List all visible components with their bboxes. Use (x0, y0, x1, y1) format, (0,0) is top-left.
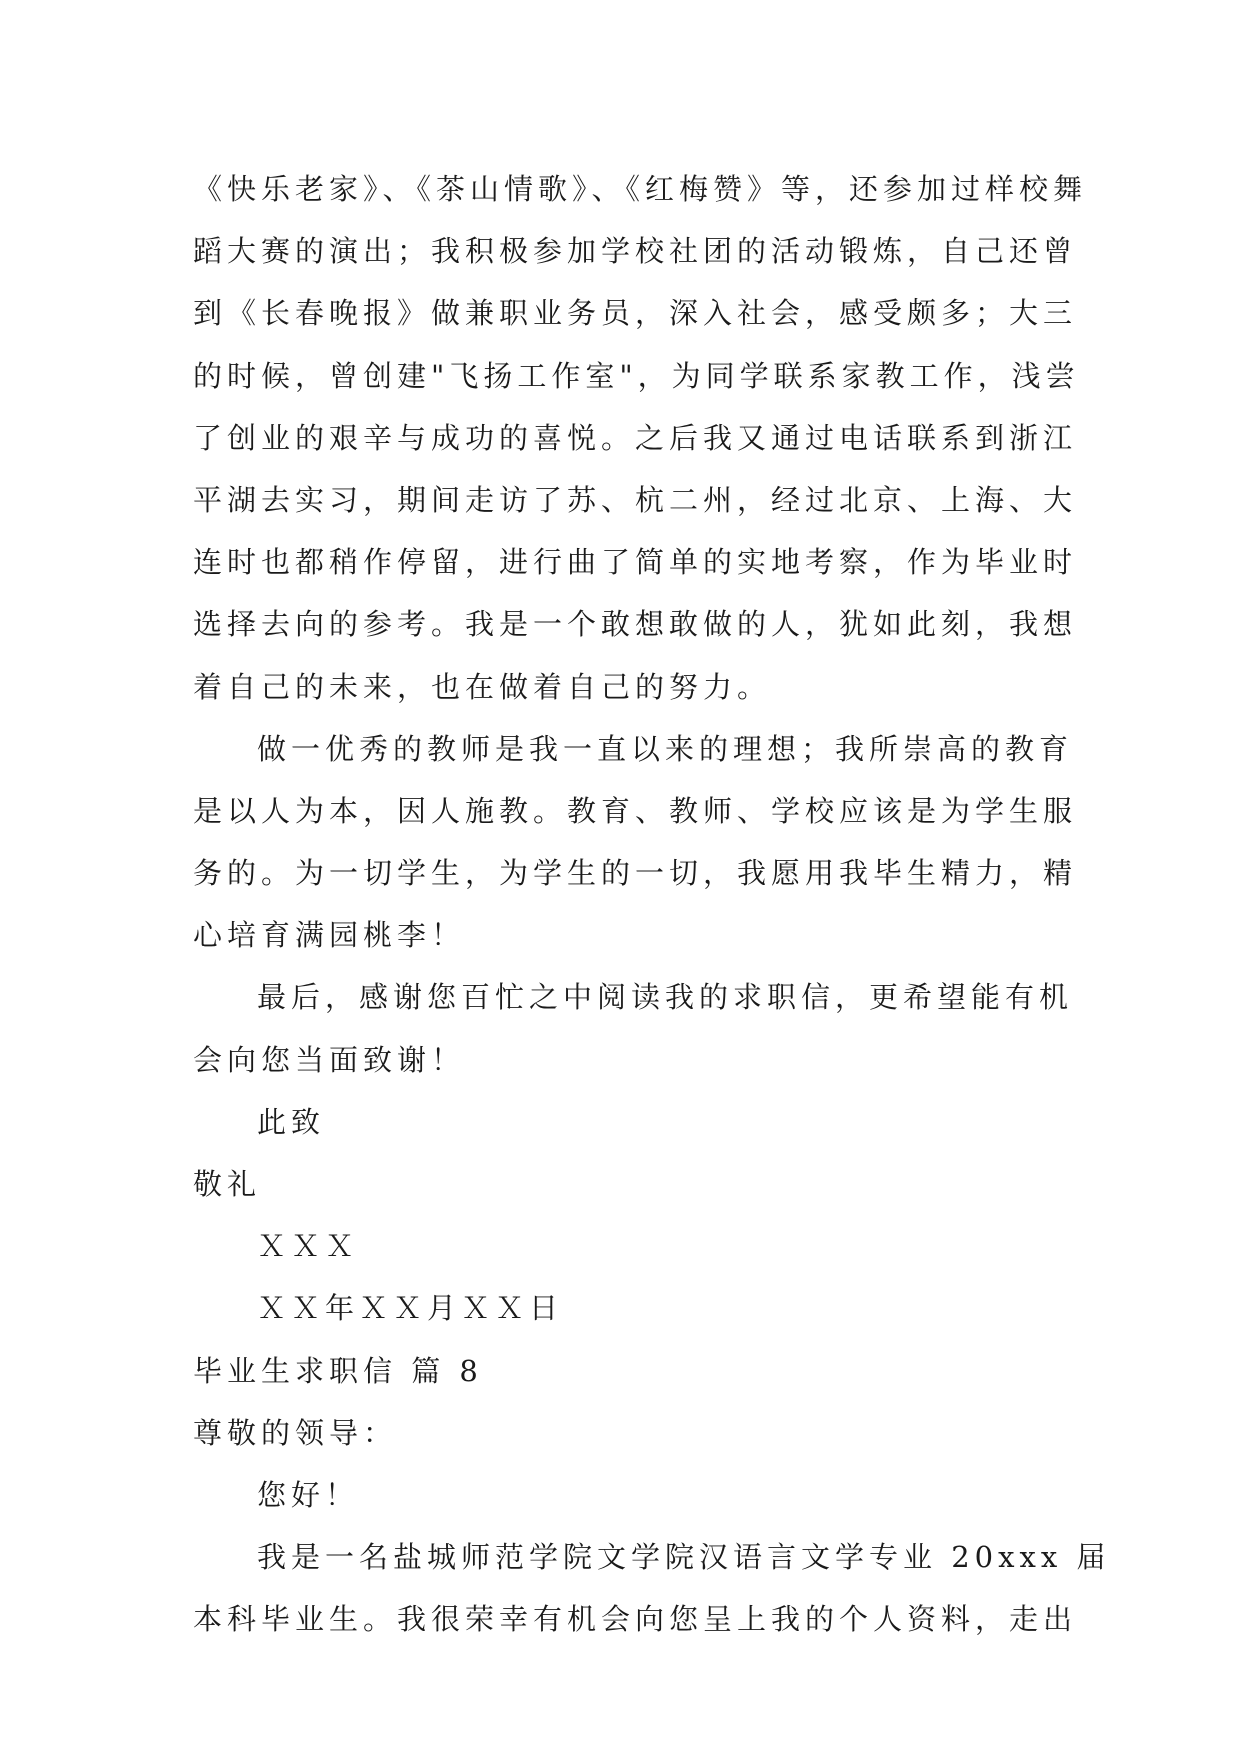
greeting: 尊敬的领导： (193, 1415, 398, 1450)
section-title: 毕业生求职信 篇 8 (193, 1353, 483, 1388)
paragraph-line: 蹈大赛的演出；我积极参加学校社团的活动锻炼，自己还曾 (193, 234, 1078, 269)
hello-line: 您好！ (257, 1477, 360, 1512)
document-body (193, 158, 1111, 1651)
paragraph-line: 是以人为本，因人施教。教育、教师、学校应该是为学生服 (193, 793, 1078, 828)
paragraph-line: 了创业的艰辛与成功的喜悦。之后我又通过电话联系到浙江 (193, 420, 1078, 455)
signature: ＸＸＸ (257, 1229, 360, 1264)
paragraph-2 (193, 718, 1078, 967)
paragraph-line: 《快乐老家》、《茶山情歌》、《红梅赞》等，还参加过样校舞 (193, 172, 1088, 206)
paragraph-line: 选择去向的参考。我是一个敢想敢做的人，犹如此刻，我想 (193, 607, 1078, 642)
letter-date: ＸＸ年ＸＸ月ＸＸ日 (257, 1291, 564, 1326)
paragraph-line: 务的。为一切学生，为学生的一切，我愿用我毕生精力，精 (193, 856, 1078, 891)
paragraph-line: 最后，感谢您百忙之中阅读我的求职信，更希望能有机 (257, 980, 1074, 1015)
paragraph-line: 心培育满园桃李！ (193, 918, 466, 953)
salute: 敬礼 (193, 1167, 262, 1201)
paragraph-line: 着自己的未来，也在做着自己的努力。 (193, 669, 772, 704)
paragraph-line: 平湖去实习，期间走访了苏、杭二州，经过北京、上海、大 (193, 482, 1078, 517)
paragraph-line: 的时候，曾创建"飞扬工作室"，为同学联系家教工作，浅尝 (193, 358, 1080, 393)
paragraph-1 (193, 158, 1088, 718)
paragraph-line: 连时也都稍作停留，进行曲了简单的实地考察，作为毕业时 (193, 545, 1078, 580)
paragraph-line: 做一优秀的教师是我一直以来的理想；我所崇高的教育 (257, 731, 1074, 766)
paragraph-3 (193, 966, 1074, 1090)
paragraph-line: 到《长春晚报》做兼职业务员，深入社会，感受颇多；大三 (193, 296, 1078, 331)
paragraph-line: 本科毕业生。我很荣幸有机会向您呈上我的个人资料，走出 (193, 1602, 1078, 1637)
closing-phrase: 此致 (257, 1104, 326, 1139)
paragraph-line: 会向您当面致谢！ (193, 1042, 466, 1077)
paragraph-4 (193, 1526, 1111, 1650)
paragraph-line: 我是一名盐城师范学院文学院汉语言文学专业 20xxx 届 (257, 1540, 1111, 1575)
